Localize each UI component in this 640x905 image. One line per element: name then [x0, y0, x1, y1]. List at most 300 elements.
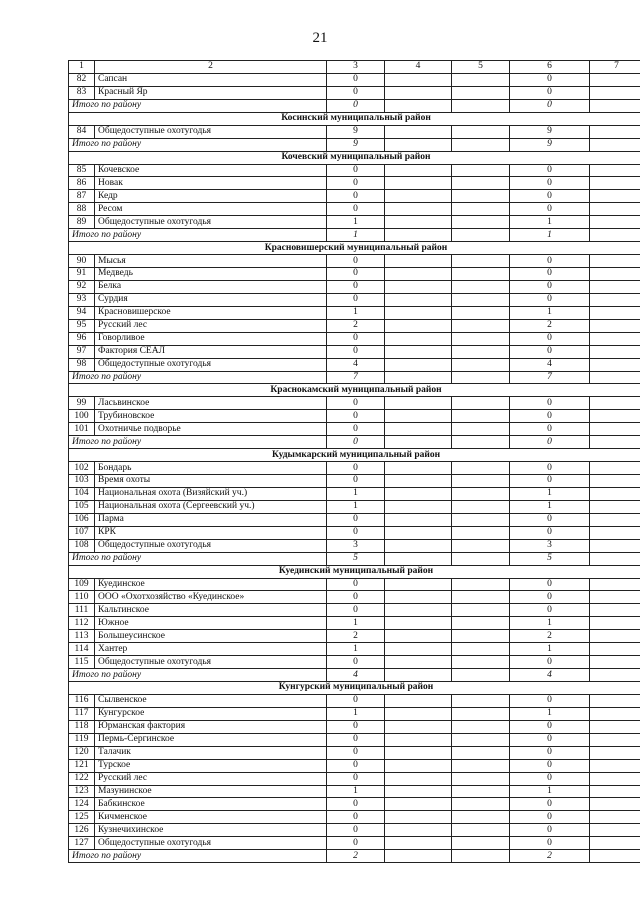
- hunting-ground-name: ООО «Охотхозяйство «Куединское»: [95, 591, 327, 604]
- empty-cell: [385, 164, 452, 177]
- empty-cell: [590, 798, 640, 811]
- col6-value: 1: [510, 643, 590, 656]
- col6-value: 0: [510, 720, 590, 733]
- col3-value: 1: [327, 487, 385, 500]
- hunting-ground-name: Бабкинское: [95, 798, 327, 811]
- table-row: [69, 397, 640, 410]
- empty-cell: [385, 487, 452, 500]
- table-row: [69, 798, 640, 811]
- empty-cell: [385, 824, 452, 837]
- hunting-ground-name: Время охоты: [95, 475, 327, 488]
- table-row: [69, 216, 640, 229]
- district-header-row: [69, 384, 640, 397]
- col3-value: 1: [327, 785, 385, 798]
- total-label: Итого по району: [69, 850, 327, 863]
- table-row: [69, 617, 640, 630]
- table-row: [69, 578, 640, 591]
- empty-cell: [385, 125, 452, 138]
- col3-value: 0: [327, 591, 385, 604]
- empty-cell: [385, 669, 452, 682]
- hunting-ground-name: Общедоступные охотугодья: [95, 216, 327, 229]
- row-number: 92: [69, 280, 95, 293]
- col3-value: 0: [327, 397, 385, 410]
- empty-cell: [452, 811, 510, 824]
- col3-value: 1: [327, 500, 385, 513]
- empty-cell: [590, 73, 640, 86]
- empty-cell: [452, 824, 510, 837]
- col6-value: 1: [510, 487, 590, 500]
- table-row: [69, 630, 640, 643]
- empty-cell: [452, 552, 510, 565]
- table-row: [69, 475, 640, 488]
- empty-cell: [385, 759, 452, 772]
- row-number: 119: [69, 733, 95, 746]
- district-header-row: [69, 682, 640, 695]
- empty-cell: [452, 99, 510, 112]
- empty-cell: [452, 164, 510, 177]
- col6-value: 3: [510, 539, 590, 552]
- col3-value: 0: [327, 293, 385, 306]
- total-col6: 4: [510, 669, 590, 682]
- district-title: Кудымкарский муниципальный район: [69, 449, 640, 462]
- total-label: Итого по району: [69, 371, 327, 384]
- col6-value: 0: [510, 255, 590, 268]
- district-title: Кочевский муниципальный район: [69, 151, 640, 164]
- hunting-ground-name: Талачик: [95, 746, 327, 759]
- empty-cell: [452, 487, 510, 500]
- table-row: [69, 746, 640, 759]
- row-number: 127: [69, 837, 95, 850]
- table-row: [69, 423, 640, 436]
- empty-cell: [452, 332, 510, 345]
- district-title: Кунгурский муниципальный район: [69, 682, 640, 695]
- empty-cell: [590, 759, 640, 772]
- row-number: 125: [69, 811, 95, 824]
- empty-cell: [452, 268, 510, 281]
- row-number: 99: [69, 397, 95, 410]
- hunting-ground-name: Фактория СЕАЛ: [95, 345, 327, 358]
- col6-value: 0: [510, 86, 590, 99]
- hunting-grounds-table: [68, 60, 640, 863]
- col3-value: 1: [327, 707, 385, 720]
- empty-cell: [590, 177, 640, 190]
- district-title: Куединский муниципальный район: [69, 565, 640, 578]
- empty-cell: [590, 772, 640, 785]
- empty-cell: [452, 371, 510, 384]
- col3-value: 0: [327, 255, 385, 268]
- empty-cell: [452, 733, 510, 746]
- empty-cell: [452, 630, 510, 643]
- col6-value: 0: [510, 798, 590, 811]
- empty-cell: [590, 203, 640, 216]
- table-row: [69, 604, 640, 617]
- hunting-ground-name: Юрманская фактория: [95, 720, 327, 733]
- empty-cell: [385, 475, 452, 488]
- empty-cell: [590, 837, 640, 850]
- table-row: [69, 785, 640, 798]
- col3-value: 0: [327, 410, 385, 423]
- table-row: [69, 293, 640, 306]
- total-col3: 1: [327, 229, 385, 242]
- total-label: Итого по району: [69, 99, 327, 112]
- empty-cell: [590, 216, 640, 229]
- empty-cell: [385, 268, 452, 281]
- hunting-ground-name: Ресом: [95, 203, 327, 216]
- empty-cell: [385, 578, 452, 591]
- district-header-row: [69, 449, 640, 462]
- col3-value: 0: [327, 526, 385, 539]
- table-row: [69, 487, 640, 500]
- empty-cell: [452, 604, 510, 617]
- hunting-ground-name: Говорливое: [95, 332, 327, 345]
- row-number: 87: [69, 190, 95, 203]
- col6-value: 0: [510, 345, 590, 358]
- row-number: 118: [69, 720, 95, 733]
- hunting-ground-name: Общедоступные охотугодья: [95, 539, 327, 552]
- empty-cell: [385, 785, 452, 798]
- row-number: 111: [69, 604, 95, 617]
- empty-cell: [590, 293, 640, 306]
- empty-cell: [385, 229, 452, 242]
- hunting-ground-name: Общедоступные охотугодья: [95, 656, 327, 669]
- table-row: [69, 203, 640, 216]
- table-row: [69, 345, 640, 358]
- col6-value: 0: [510, 811, 590, 824]
- empty-cell: [385, 604, 452, 617]
- empty-cell: [590, 720, 640, 733]
- hunting-ground-name: Пермь-Сергинское: [95, 733, 327, 746]
- col3-value: 1: [327, 216, 385, 229]
- table-row: [69, 694, 640, 707]
- empty-cell: [590, 436, 640, 449]
- empty-cell: [452, 850, 510, 863]
- col6-value: 0: [510, 397, 590, 410]
- col3-value: 0: [327, 203, 385, 216]
- empty-cell: [590, 552, 640, 565]
- col6-value: 4: [510, 358, 590, 371]
- hunting-ground-name: Сапсан: [95, 73, 327, 86]
- hunting-ground-name: Кичменское: [95, 811, 327, 824]
- row-number: 86: [69, 177, 95, 190]
- col3-value: 4: [327, 358, 385, 371]
- district-header-row: [69, 151, 640, 164]
- hunting-ground-name: Сылвенское: [95, 694, 327, 707]
- hunting-ground-name: Трубиновское: [95, 410, 327, 423]
- row-number: 124: [69, 798, 95, 811]
- empty-cell: [590, 733, 640, 746]
- col3-value: 2: [327, 319, 385, 332]
- empty-cell: [452, 539, 510, 552]
- empty-cell: [590, 513, 640, 526]
- col3-value: 0: [327, 268, 385, 281]
- empty-cell: [385, 423, 452, 436]
- col6-value: 0: [510, 591, 590, 604]
- empty-cell: [590, 125, 640, 138]
- district-header-row: [69, 112, 640, 125]
- empty-cell: [590, 280, 640, 293]
- table-row: [69, 255, 640, 268]
- total-label: Итого по району: [69, 436, 327, 449]
- total-col3: 2: [327, 850, 385, 863]
- hunting-ground-name: Общедоступные охотугодья: [95, 837, 327, 850]
- row-number: 96: [69, 332, 95, 345]
- col6-value: 0: [510, 746, 590, 759]
- hunting-ground-name: Общедоступные охотугодья: [95, 125, 327, 138]
- table-body: [69, 61, 640, 863]
- column-header-row: [69, 61, 640, 74]
- empty-cell: [590, 306, 640, 319]
- empty-cell: [590, 86, 640, 99]
- empty-cell: [385, 306, 452, 319]
- row-number: 117: [69, 707, 95, 720]
- hunting-ground-name: Красный Яр: [95, 86, 327, 99]
- empty-cell: [590, 423, 640, 436]
- row-number: 107: [69, 526, 95, 539]
- district-total-row: [69, 229, 640, 242]
- district-total-row: [69, 371, 640, 384]
- row-number: 85: [69, 164, 95, 177]
- empty-cell: [590, 785, 640, 798]
- col3-value: 0: [327, 462, 385, 475]
- table-row: [69, 125, 640, 138]
- hunting-ground-name: Куединское: [95, 578, 327, 591]
- col6-value: 0: [510, 423, 590, 436]
- empty-cell: [590, 824, 640, 837]
- col6-value: 0: [510, 837, 590, 850]
- district-total-row: [69, 138, 640, 151]
- col3-value: 0: [327, 837, 385, 850]
- hunting-ground-name: Охотничье подворье: [95, 423, 327, 436]
- col3-value: 0: [327, 177, 385, 190]
- empty-cell: [452, 203, 510, 216]
- col3-value: 0: [327, 772, 385, 785]
- row-number: 116: [69, 694, 95, 707]
- empty-cell: [452, 837, 510, 850]
- empty-cell: [590, 475, 640, 488]
- empty-cell: [590, 656, 640, 669]
- empty-cell: [385, 345, 452, 358]
- district-total-row: [69, 552, 640, 565]
- total-col6: 5: [510, 552, 590, 565]
- hunting-ground-name: КРК: [95, 526, 327, 539]
- hunting-ground-name: Парма: [95, 513, 327, 526]
- hunting-ground-name: Мазунинское: [95, 785, 327, 798]
- hunting-ground-name: Кедр: [95, 190, 327, 203]
- row-number: 101: [69, 423, 95, 436]
- row-number: 105: [69, 500, 95, 513]
- table-row: [69, 86, 640, 99]
- row-number: 126: [69, 824, 95, 837]
- empty-cell: [452, 138, 510, 151]
- col3-value: 0: [327, 164, 385, 177]
- hunting-ground-name: Национальная охота (Визяйский уч.): [95, 487, 327, 500]
- table-row: [69, 177, 640, 190]
- empty-cell: [590, 811, 640, 824]
- row-number: 123: [69, 785, 95, 798]
- empty-cell: [590, 694, 640, 707]
- row-number: 94: [69, 306, 95, 319]
- empty-cell: [385, 746, 452, 759]
- col6-value: 9: [510, 125, 590, 138]
- empty-cell: [385, 552, 452, 565]
- empty-cell: [385, 99, 452, 112]
- empty-cell: [452, 177, 510, 190]
- total-col3: 9: [327, 138, 385, 151]
- empty-cell: [452, 293, 510, 306]
- col6-value: 1: [510, 707, 590, 720]
- col6-value: 0: [510, 824, 590, 837]
- hunting-ground-name: Кузнечихинское: [95, 824, 327, 837]
- empty-cell: [385, 86, 452, 99]
- hunting-ground-name: Сурдия: [95, 293, 327, 306]
- empty-cell: [590, 319, 640, 332]
- row-number: 97: [69, 345, 95, 358]
- col6-value: 0: [510, 280, 590, 293]
- empty-cell: [452, 86, 510, 99]
- hunting-ground-name: Красновишерское: [95, 306, 327, 319]
- col3-value: 0: [327, 190, 385, 203]
- hunting-ground-name: Белка: [95, 280, 327, 293]
- empty-cell: [452, 669, 510, 682]
- empty-cell: [385, 138, 452, 151]
- row-number: 104: [69, 487, 95, 500]
- empty-cell: [590, 630, 640, 643]
- empty-cell: [385, 293, 452, 306]
- row-number: 114: [69, 643, 95, 656]
- col3-value: 0: [327, 345, 385, 358]
- empty-cell: [452, 746, 510, 759]
- col6-value: 0: [510, 604, 590, 617]
- empty-cell: [452, 656, 510, 669]
- col6-value: 2: [510, 319, 590, 332]
- empty-cell: [385, 177, 452, 190]
- empty-cell: [385, 462, 452, 475]
- empty-cell: [452, 423, 510, 436]
- empty-cell: [385, 358, 452, 371]
- total-col6: 1: [510, 229, 590, 242]
- col6-value: 0: [510, 268, 590, 281]
- table-row: [69, 268, 640, 281]
- col3-value: 0: [327, 332, 385, 345]
- total-label: Итого по району: [69, 552, 327, 565]
- col3-value: 0: [327, 656, 385, 669]
- row-number: 93: [69, 293, 95, 306]
- empty-cell: [385, 397, 452, 410]
- row-number: 121: [69, 759, 95, 772]
- empty-cell: [452, 125, 510, 138]
- hunting-ground-name: Национальная охота (Сергеевский уч.): [95, 500, 327, 513]
- row-number: 108: [69, 539, 95, 552]
- empty-cell: [590, 500, 640, 513]
- hunting-ground-name: Южное: [95, 617, 327, 630]
- empty-cell: [590, 332, 640, 345]
- empty-cell: [452, 397, 510, 410]
- table-row: [69, 358, 640, 371]
- empty-cell: [385, 280, 452, 293]
- empty-cell: [385, 656, 452, 669]
- table-row: [69, 526, 640, 539]
- row-number: 83: [69, 86, 95, 99]
- district-header-row: [69, 565, 640, 578]
- hunting-ground-name: Бондарь: [95, 462, 327, 475]
- table-row: [69, 759, 640, 772]
- col3-value: 0: [327, 746, 385, 759]
- table-row: [69, 190, 640, 203]
- total-col3: 7: [327, 371, 385, 384]
- empty-cell: [452, 785, 510, 798]
- empty-cell: [590, 229, 640, 242]
- empty-cell: [385, 617, 452, 630]
- hunting-ground-name: Турское: [95, 759, 327, 772]
- empty-cell: [452, 720, 510, 733]
- empty-cell: [590, 268, 640, 281]
- empty-cell: [452, 526, 510, 539]
- col6-value: 1: [510, 306, 590, 319]
- empty-cell: [385, 513, 452, 526]
- empty-cell: [590, 746, 640, 759]
- table-row: [69, 500, 640, 513]
- table-row: [69, 707, 640, 720]
- empty-cell: [452, 643, 510, 656]
- total-col6: 0: [510, 436, 590, 449]
- col6-value: 0: [510, 694, 590, 707]
- table-row: [69, 164, 640, 177]
- col6-value: 0: [510, 475, 590, 488]
- empty-cell: [590, 255, 640, 268]
- total-col3: 5: [327, 552, 385, 565]
- row-number: 102: [69, 462, 95, 475]
- table-row: [69, 733, 640, 746]
- empty-cell: [385, 630, 452, 643]
- empty-cell: [385, 73, 452, 86]
- empty-cell: [590, 578, 640, 591]
- empty-cell: [590, 164, 640, 177]
- hunting-ground-name: Кунгурское: [95, 707, 327, 720]
- table-row: [69, 332, 640, 345]
- empty-cell: [385, 190, 452, 203]
- col6-value: 0: [510, 332, 590, 345]
- empty-cell: [385, 216, 452, 229]
- district-total-row: [69, 436, 640, 449]
- empty-cell: [590, 397, 640, 410]
- empty-cell: [590, 617, 640, 630]
- column-header: 1: [69, 61, 95, 74]
- empty-cell: [452, 591, 510, 604]
- empty-cell: [590, 358, 640, 371]
- table-row: [69, 720, 640, 733]
- district-title: Краснокамский муниципальный район: [69, 384, 640, 397]
- empty-cell: [385, 500, 452, 513]
- empty-cell: [385, 707, 452, 720]
- row-number: 91: [69, 268, 95, 281]
- column-header: 2: [95, 61, 327, 74]
- col3-value: 0: [327, 798, 385, 811]
- col6-value: 0: [510, 759, 590, 772]
- row-number: 106: [69, 513, 95, 526]
- empty-cell: [385, 798, 452, 811]
- hunting-ground-name: Кальтинское: [95, 604, 327, 617]
- empty-cell: [385, 837, 452, 850]
- col6-value: 2: [510, 630, 590, 643]
- empty-cell: [590, 487, 640, 500]
- col3-value: 0: [327, 73, 385, 86]
- empty-cell: [590, 462, 640, 475]
- empty-cell: [452, 358, 510, 371]
- col3-value: 0: [327, 811, 385, 824]
- empty-cell: [452, 345, 510, 358]
- district-title: Косинский муниципальный район: [69, 112, 640, 125]
- col3-value: 0: [327, 513, 385, 526]
